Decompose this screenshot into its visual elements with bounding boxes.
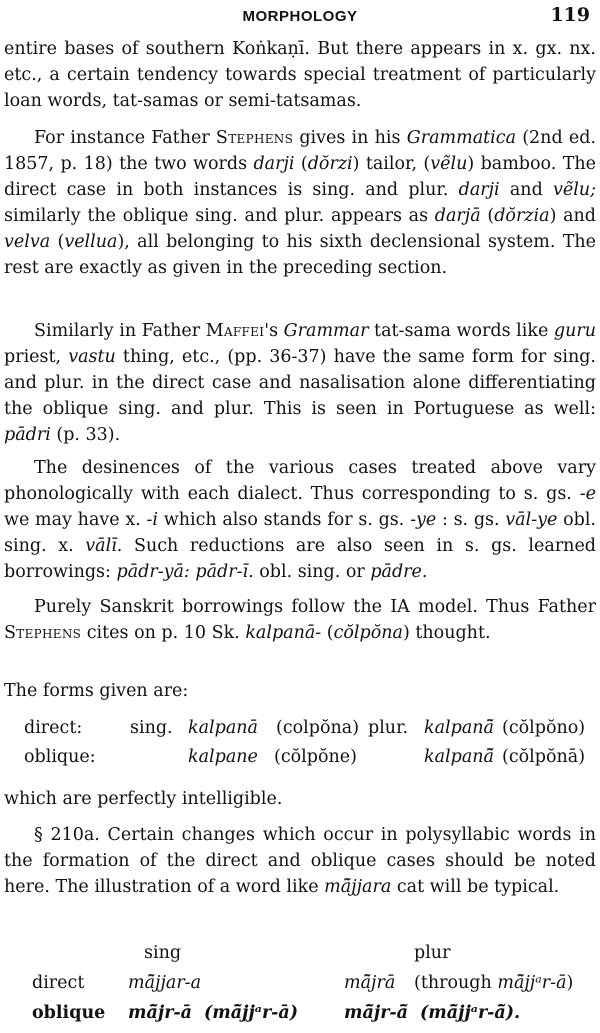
text-run: For instance Father <box>34 128 216 148</box>
text-run: § 210a. Certain changes which occur in polysyllabic words in the formation of the direct and oblique cases should be noted here. The illustration of a word like <box>4 825 596 897</box>
word-form: dŏrzia <box>494 206 550 226</box>
case-label: oblique <box>32 1003 106 1023</box>
plural-note <box>414 970 573 996</box>
text-run: ) thought. <box>402 623 491 643</box>
case-label: oblique: <box>24 747 96 767</box>
gloss: (cŏlpŏno) <box>502 718 586 738</box>
paragraph-8 <box>4 822 596 900</box>
text-run: entire bases of southern Koṅkaṇī. But there appears in x. gx. nx. etc., a certain tendency towards special treatment of particularly loan words, tat-samas or semi-tatsamas. <box>4 39 596 111</box>
paragraph-6 <box>4 678 596 704</box>
text-run: Purely Sanskrit borrowings follow the IA model. Thus Father <box>34 597 596 617</box>
text-run: ) and <box>549 206 597 226</box>
text-run: ( <box>50 232 65 252</box>
gloss: (cŏlpŏne) <box>274 747 357 767</box>
author-name: Stephens <box>215 128 294 148</box>
text-run: which also stands for s. gs. <box>158 510 411 530</box>
word-form: vellua <box>64 232 118 252</box>
word-form: mā̃jjᵃr-ā <box>497 973 567 993</box>
word-form: mā̃jrā <box>344 973 396 993</box>
book-title: Grammatica <box>406 128 516 148</box>
text-run: ) bamboo. The direct case in both instances is sing. and plur. <box>4 154 597 200</box>
text-run: ( <box>480 206 495 226</box>
word-form: pādr-yā: pādr-ī. <box>116 562 254 582</box>
text-run: similarly the oblique sing. and plur. appears as <box>4 206 435 226</box>
paragraph-4 <box>4 455 596 585</box>
text-run: obl. sing. x. <box>4 510 596 556</box>
text-run: ), all belonging to his sixth declensional system. The rest are exactly as given in the preceding section. <box>4 232 596 278</box>
paragraph-1 <box>4 36 596 114</box>
word-form: vẽlu <box>430 154 468 174</box>
word-form: cŏlpŏna <box>333 623 403 643</box>
text-run: : s. gs. <box>436 510 506 530</box>
text-run: (through <box>414 973 498 993</box>
paragraph-3 <box>4 318 596 448</box>
text-run: (p. 33). <box>50 425 121 445</box>
word-form: mā̃jjara <box>324 877 392 897</box>
text-run: gives in his <box>293 128 407 148</box>
column-header-sing: sing <box>144 943 182 963</box>
word-form: darjā <box>434 206 481 226</box>
number-label: plur. <box>368 718 409 738</box>
author-name: Stephens <box>4 623 82 643</box>
text-run: (2nd ed. 1857, p. 18) the two words <box>4 128 597 174</box>
word-form: vastu <box>68 347 116 367</box>
word-form: darji <box>458 180 500 200</box>
running-header: MORPHOLOGY <box>242 8 358 25</box>
text-run: ( <box>321 623 334 643</box>
text-run: ) <box>566 973 574 993</box>
word-form: -i <box>146 510 159 530</box>
column-header-plur: plur <box>414 943 451 963</box>
word-form: pādri <box>4 425 51 445</box>
word-form: kalpanā <box>188 718 258 738</box>
paragraph-7 <box>4 786 596 812</box>
text-run: tat-sama words like <box>368 321 554 341</box>
author-name: Maffei <box>205 321 265 341</box>
book-title: Grammar <box>283 321 369 341</box>
text-run: we may have x. <box>4 510 147 530</box>
word-form: dŏrzi <box>307 154 353 174</box>
case-label: direct: <box>24 718 83 738</box>
word-form: (mā̃jjᵃr-ā) <box>204 1003 299 1023</box>
text-run: cat will be typical. <box>391 877 560 897</box>
word-form: mā̃jr-ā <box>128 1003 193 1023</box>
word-form: pādre. <box>370 562 428 582</box>
text-run: 's <box>264 321 284 341</box>
text-run: which are perfectly intelligible. <box>4 789 283 809</box>
word-form: kalpane <box>188 747 258 767</box>
text-run: cites on p. 10 Sk. <box>81 623 246 643</box>
word-form: darji <box>253 154 295 174</box>
page-number: 119 <box>550 4 590 26</box>
word-form: vẽlu; <box>552 180 596 200</box>
gloss: (cŏlpŏnā) <box>502 747 586 767</box>
text-run: priest, <box>4 347 69 367</box>
word-form: vālī. <box>85 536 123 556</box>
word-form: mā̃jr-ā̃ <box>344 1003 409 1023</box>
word-form: -e <box>579 484 596 504</box>
text-run: The forms given are: <box>4 681 189 701</box>
word-form: vāl-ye <box>505 510 558 530</box>
case-label: direct <box>32 973 85 993</box>
word-form: (mā̃jjᵃr-ā̃). <box>420 1003 521 1023</box>
number-label: sing. <box>130 718 173 738</box>
text-run: Such reductions are also seen in s. gs. learned borrowings: <box>4 536 597 582</box>
word-form: kalpanā̃ <box>424 747 494 767</box>
text-run: thing, etc., (pp. 36-37) have the same form for sing. and plur. in the direct case and nasalisation alone differentiating the oblique sing. and plur. This is seen in Portuguese as well: <box>4 347 596 419</box>
word-form: mā̃jjar-a <box>128 973 202 993</box>
word-form: kalpanā- <box>245 623 322 643</box>
text-run: obl. sing. or <box>253 562 371 582</box>
paragraph-2 <box>4 125 596 281</box>
paragraph-5 <box>4 594 596 646</box>
word-form: -ye <box>410 510 437 530</box>
text-run: ( <box>294 154 308 174</box>
word-form: velva <box>4 232 51 252</box>
word-form: kalpanā̃ <box>424 718 494 738</box>
text-run: and <box>499 180 553 200</box>
text-run: ) tailor, ( <box>352 154 431 174</box>
word-form: guru <box>553 321 597 341</box>
text-run: Similarly in Father <box>34 321 206 341</box>
gloss: (colpŏna) <box>276 718 360 738</box>
text-run: The desinences of the various cases treated above vary phonologically with each dialect. Thus corresponding to s. gs. <box>4 458 596 504</box>
